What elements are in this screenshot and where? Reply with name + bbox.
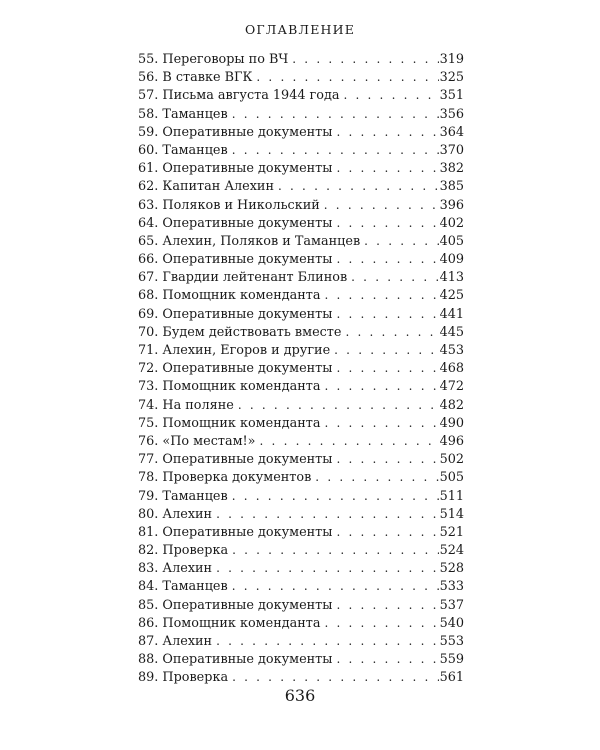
toc-entry-title: 60. Таманцев <box>138 142 228 158</box>
toc-entry <box>138 523 464 541</box>
toc-entry-title: 71. Алехин, Егоров и другие <box>138 343 331 358</box>
page-header: ОГЛАВЛЕНИЕ <box>244 22 356 37</box>
toc-entry-page: 537 <box>439 597 464 613</box>
toc-entry-page: 524 <box>439 543 464 559</box>
toc-entry-page: 511 <box>439 488 464 504</box>
toc-entry-page: 413 <box>439 270 464 286</box>
dot-leader <box>336 123 438 141</box>
toc-entry-title: 56. В ставке ВГК <box>138 70 253 86</box>
toc-entry <box>138 541 464 559</box>
toc-entry <box>138 286 464 304</box>
dot-leader <box>256 68 438 86</box>
dot-leader <box>336 650 438 668</box>
dot-leader <box>324 196 439 214</box>
toc-entry-page: 409 <box>439 252 464 268</box>
toc-entry-title: 64. Оперативные документы <box>138 215 333 231</box>
toc-entry-title: 88. Оперативные документы <box>138 652 333 668</box>
toc-entry-page: 441 <box>439 306 464 322</box>
toc-entry-title: 79. Таманцев <box>138 488 228 504</box>
toc-entry-title: 59. Оперативные документы <box>138 124 333 140</box>
toc-entry <box>138 268 464 286</box>
toc-entry <box>138 577 464 595</box>
dot-leader <box>324 286 438 304</box>
toc-entry-title: 74. На поляне <box>138 397 234 413</box>
toc-entry <box>138 305 464 323</box>
dot-leader <box>336 214 438 232</box>
toc-entry <box>138 632 464 650</box>
toc-entry-page: 482 <box>439 397 464 413</box>
table-of-contents <box>138 50 464 687</box>
toc-entry-page: 364 <box>439 124 464 140</box>
toc-entry <box>138 250 464 268</box>
toc-entry <box>138 505 464 523</box>
toc-entry-page: 402 <box>439 215 464 231</box>
dot-leader <box>345 323 438 341</box>
toc-entry-page: 528 <box>439 561 464 577</box>
dot-leader <box>343 86 438 104</box>
toc-entry-page: 425 <box>439 288 464 304</box>
toc-entry-page: 396 <box>439 197 464 213</box>
dot-leader <box>278 177 439 195</box>
toc-entry-title: 73. Помощник коменданта <box>138 379 321 395</box>
dot-leader <box>315 468 438 486</box>
toc-entry-title: 55. Переговоры по ВЧ <box>138 52 289 67</box>
toc-entry <box>138 396 464 414</box>
toc-entry-title: 69. Оперативные документы <box>138 306 333 322</box>
toc-entry-title: 67. Гвардии лейтенант Блинов <box>138 270 348 286</box>
toc-entry-page: 514 <box>439 506 464 522</box>
dot-leader <box>238 396 439 414</box>
toc-entry <box>138 159 464 177</box>
dot-leader <box>324 377 438 395</box>
toc-entry-title: 57. Письма августа 1944 года <box>138 88 340 104</box>
toc-entry-title: 85. Оперативные документы <box>138 597 333 613</box>
toc-entry <box>138 468 464 486</box>
toc-entry-page: 490 <box>439 415 464 431</box>
dot-leader <box>232 668 438 686</box>
dot-leader <box>334 341 438 359</box>
dot-leader <box>232 141 439 159</box>
toc-entry-title: 61. Оперативные документы <box>138 161 333 177</box>
toc-entry-page: 370 <box>439 142 464 158</box>
toc-entry-title: 65. Алехин, Поляков и Таманцев <box>138 233 361 249</box>
toc-entry <box>138 614 464 632</box>
toc-entry-title: 72. Оперативные документы <box>138 361 333 377</box>
toc-entry-title: 70. Будем действовать вместе <box>138 324 342 340</box>
toc-entry-title: 75. Помощник коменданта <box>138 415 321 431</box>
toc-entry <box>138 214 464 232</box>
dot-leader <box>232 541 438 559</box>
toc-entry <box>138 377 464 395</box>
dot-leader <box>292 50 438 68</box>
toc-entry-page: 472 <box>439 379 464 395</box>
dot-leader <box>324 614 438 632</box>
dot-leader <box>232 105 439 123</box>
toc-entry-title: 66. Оперативные документы <box>138 252 333 268</box>
dot-leader <box>336 359 438 377</box>
toc-entry <box>138 123 464 141</box>
dot-leader <box>336 250 438 268</box>
toc-entry <box>138 86 464 104</box>
toc-entry-page: 319 <box>439 52 464 67</box>
toc-entry <box>138 559 464 577</box>
toc-entry <box>138 650 464 668</box>
dot-leader <box>232 577 439 595</box>
toc-entry-page: 325 <box>439 70 464 86</box>
toc-entry-title: 89. Проверка <box>138 670 229 686</box>
toc-entry <box>138 596 464 614</box>
toc-entry-title: 80. Алехин <box>138 506 213 522</box>
toc-entry-title: 78. Проверка документов <box>138 470 312 486</box>
toc-entry-page: 502 <box>439 452 464 468</box>
toc-entry <box>138 668 464 686</box>
toc-entry-page: 559 <box>439 652 464 668</box>
toc-entry <box>138 450 464 468</box>
dot-leader <box>260 432 439 450</box>
dot-leader <box>364 232 438 250</box>
toc-entry-page: 505 <box>439 470 464 486</box>
toc-entry-page: 521 <box>439 524 464 540</box>
toc-entry-page: 453 <box>439 343 464 358</box>
toc-entry <box>138 105 464 123</box>
toc-entry-title: 87. Алехин <box>138 634 213 649</box>
toc-entry <box>138 323 464 341</box>
dot-leader <box>351 268 438 286</box>
dot-leader <box>216 632 438 650</box>
toc-entry-title: 82. Проверка <box>138 543 229 559</box>
toc-entry-page: 385 <box>439 179 464 195</box>
toc-entry-title: 68. Помощник коменданта <box>138 288 321 304</box>
toc-entry <box>138 487 464 505</box>
toc-entry <box>138 359 464 377</box>
toc-entry-title: 62. Капитан Алехин <box>138 179 274 195</box>
page-number: 636 <box>284 686 316 705</box>
toc-entry <box>138 177 464 195</box>
dot-leader <box>336 596 438 614</box>
dot-leader <box>232 487 439 505</box>
toc-entry-page: 351 <box>439 88 464 104</box>
toc-entry-title: 84. Таманцев <box>138 579 228 595</box>
toc-entry-page: 496 <box>439 433 464 449</box>
dot-leader <box>336 159 438 177</box>
toc-entry <box>138 68 464 86</box>
toc-entry-title: 83. Алехин <box>138 561 213 577</box>
toc-entry <box>138 341 464 359</box>
toc-entry-page: 533 <box>439 579 464 595</box>
toc-entry-title: 58. Таманцев <box>138 106 228 122</box>
toc-entry-title: 77. Оперативные документы <box>138 452 333 468</box>
toc-entry <box>138 141 464 159</box>
dot-leader <box>216 559 438 577</box>
toc-entry-page: 468 <box>439 361 464 377</box>
toc-entry-page: 356 <box>439 106 464 122</box>
toc-entry-title: 76. «По местам!» <box>138 433 256 449</box>
dot-leader <box>336 523 438 541</box>
toc-entry <box>138 196 464 214</box>
toc-entry <box>138 232 464 250</box>
toc-entry-page: 382 <box>439 161 464 177</box>
toc-entry-title: 63. Поляков и Никольский <box>138 197 320 213</box>
dot-leader <box>324 414 438 432</box>
toc-entry-title: 86. Помощник коменданта <box>138 615 321 631</box>
toc-entry-page: 553 <box>439 634 464 649</box>
toc-entry <box>138 50 464 68</box>
dot-leader <box>336 450 438 468</box>
dot-leader <box>336 305 438 323</box>
toc-entry-page: 561 <box>439 670 464 686</box>
toc-entry <box>138 432 464 450</box>
toc-entry-page: 405 <box>439 233 464 249</box>
toc-entry-title: 81. Оперативные документы <box>138 524 333 540</box>
toc-entry-page: 540 <box>439 615 464 631</box>
dot-leader <box>216 505 438 523</box>
toc-entry <box>138 414 464 432</box>
toc-entry-page: 445 <box>439 324 464 340</box>
